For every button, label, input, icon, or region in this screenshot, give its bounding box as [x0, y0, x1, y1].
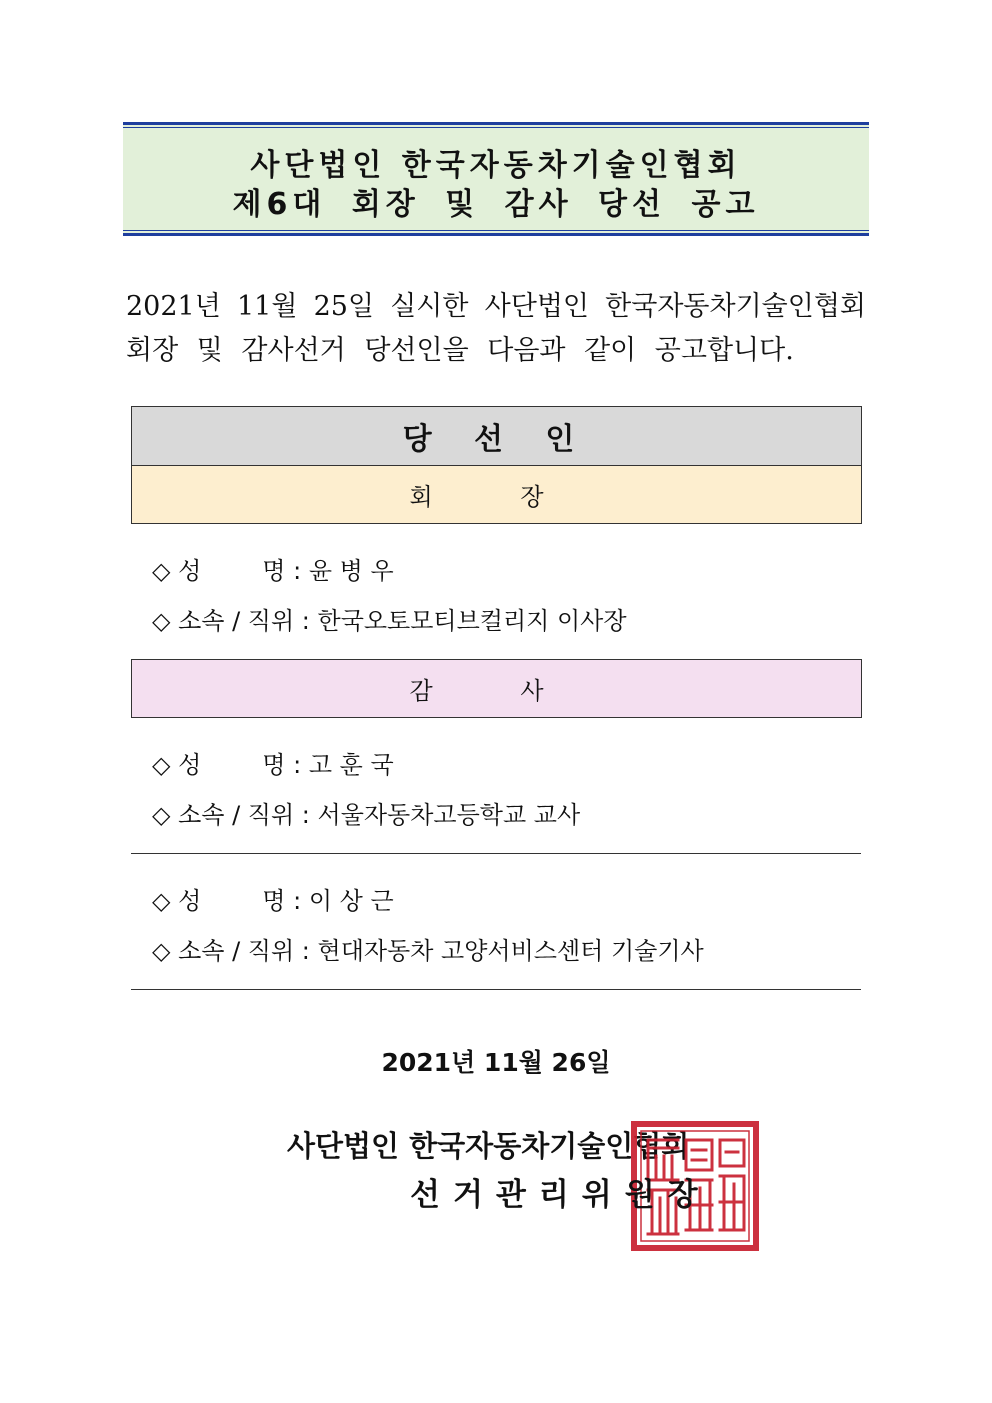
president-header: 회 장 [131, 465, 862, 524]
auditor-2-affiliation: ◇ 소속 / 직위 : 현대자동차 고양서비스센터 기술기사 [152, 937, 704, 965]
winners-header: 당 선 인 [131, 406, 862, 466]
title-bottom-rule [123, 230, 869, 236]
title-line-2: 제6대 회장 및 감사 당선 공고 [232, 187, 760, 222]
intro-line-1: 2021년 11월 25일 실시한 사단법인 한국자동차기술인협회 [126, 291, 866, 322]
divider [131, 853, 861, 854]
auditor-2-name: ◇ 성 명 : 이 상 근 [152, 887, 394, 915]
title-top-rule [123, 122, 869, 128]
intro-line-2: 회장 및 감사선거 당선인을 다음과 같이 공고합니다. [126, 335, 794, 366]
issue-date: 2021년 11월 26일 [381, 1048, 611, 1077]
title-line-1: 사단법인 한국자동차기술인협회 [250, 148, 742, 183]
issuer-organization: 사단법인 한국자동차기술인협회 [287, 1129, 690, 1163]
auditor-1-affiliation: ◇ 소속 / 직위 : 서울자동차고등학교 교사 [152, 801, 581, 829]
auditor-header: 감 사 [131, 659, 862, 718]
president-name: ◇ 성 명 : 윤 병 우 [152, 557, 394, 585]
issuer-title: 선거관리위원장 [410, 1177, 711, 1213]
auditor-1-name: ◇ 성 명 : 고 훈 국 [152, 751, 394, 779]
president-affiliation: ◇ 소속 / 직위 : 한국오토모티브컬리지 이사장 [152, 607, 627, 635]
divider [131, 989, 861, 990]
